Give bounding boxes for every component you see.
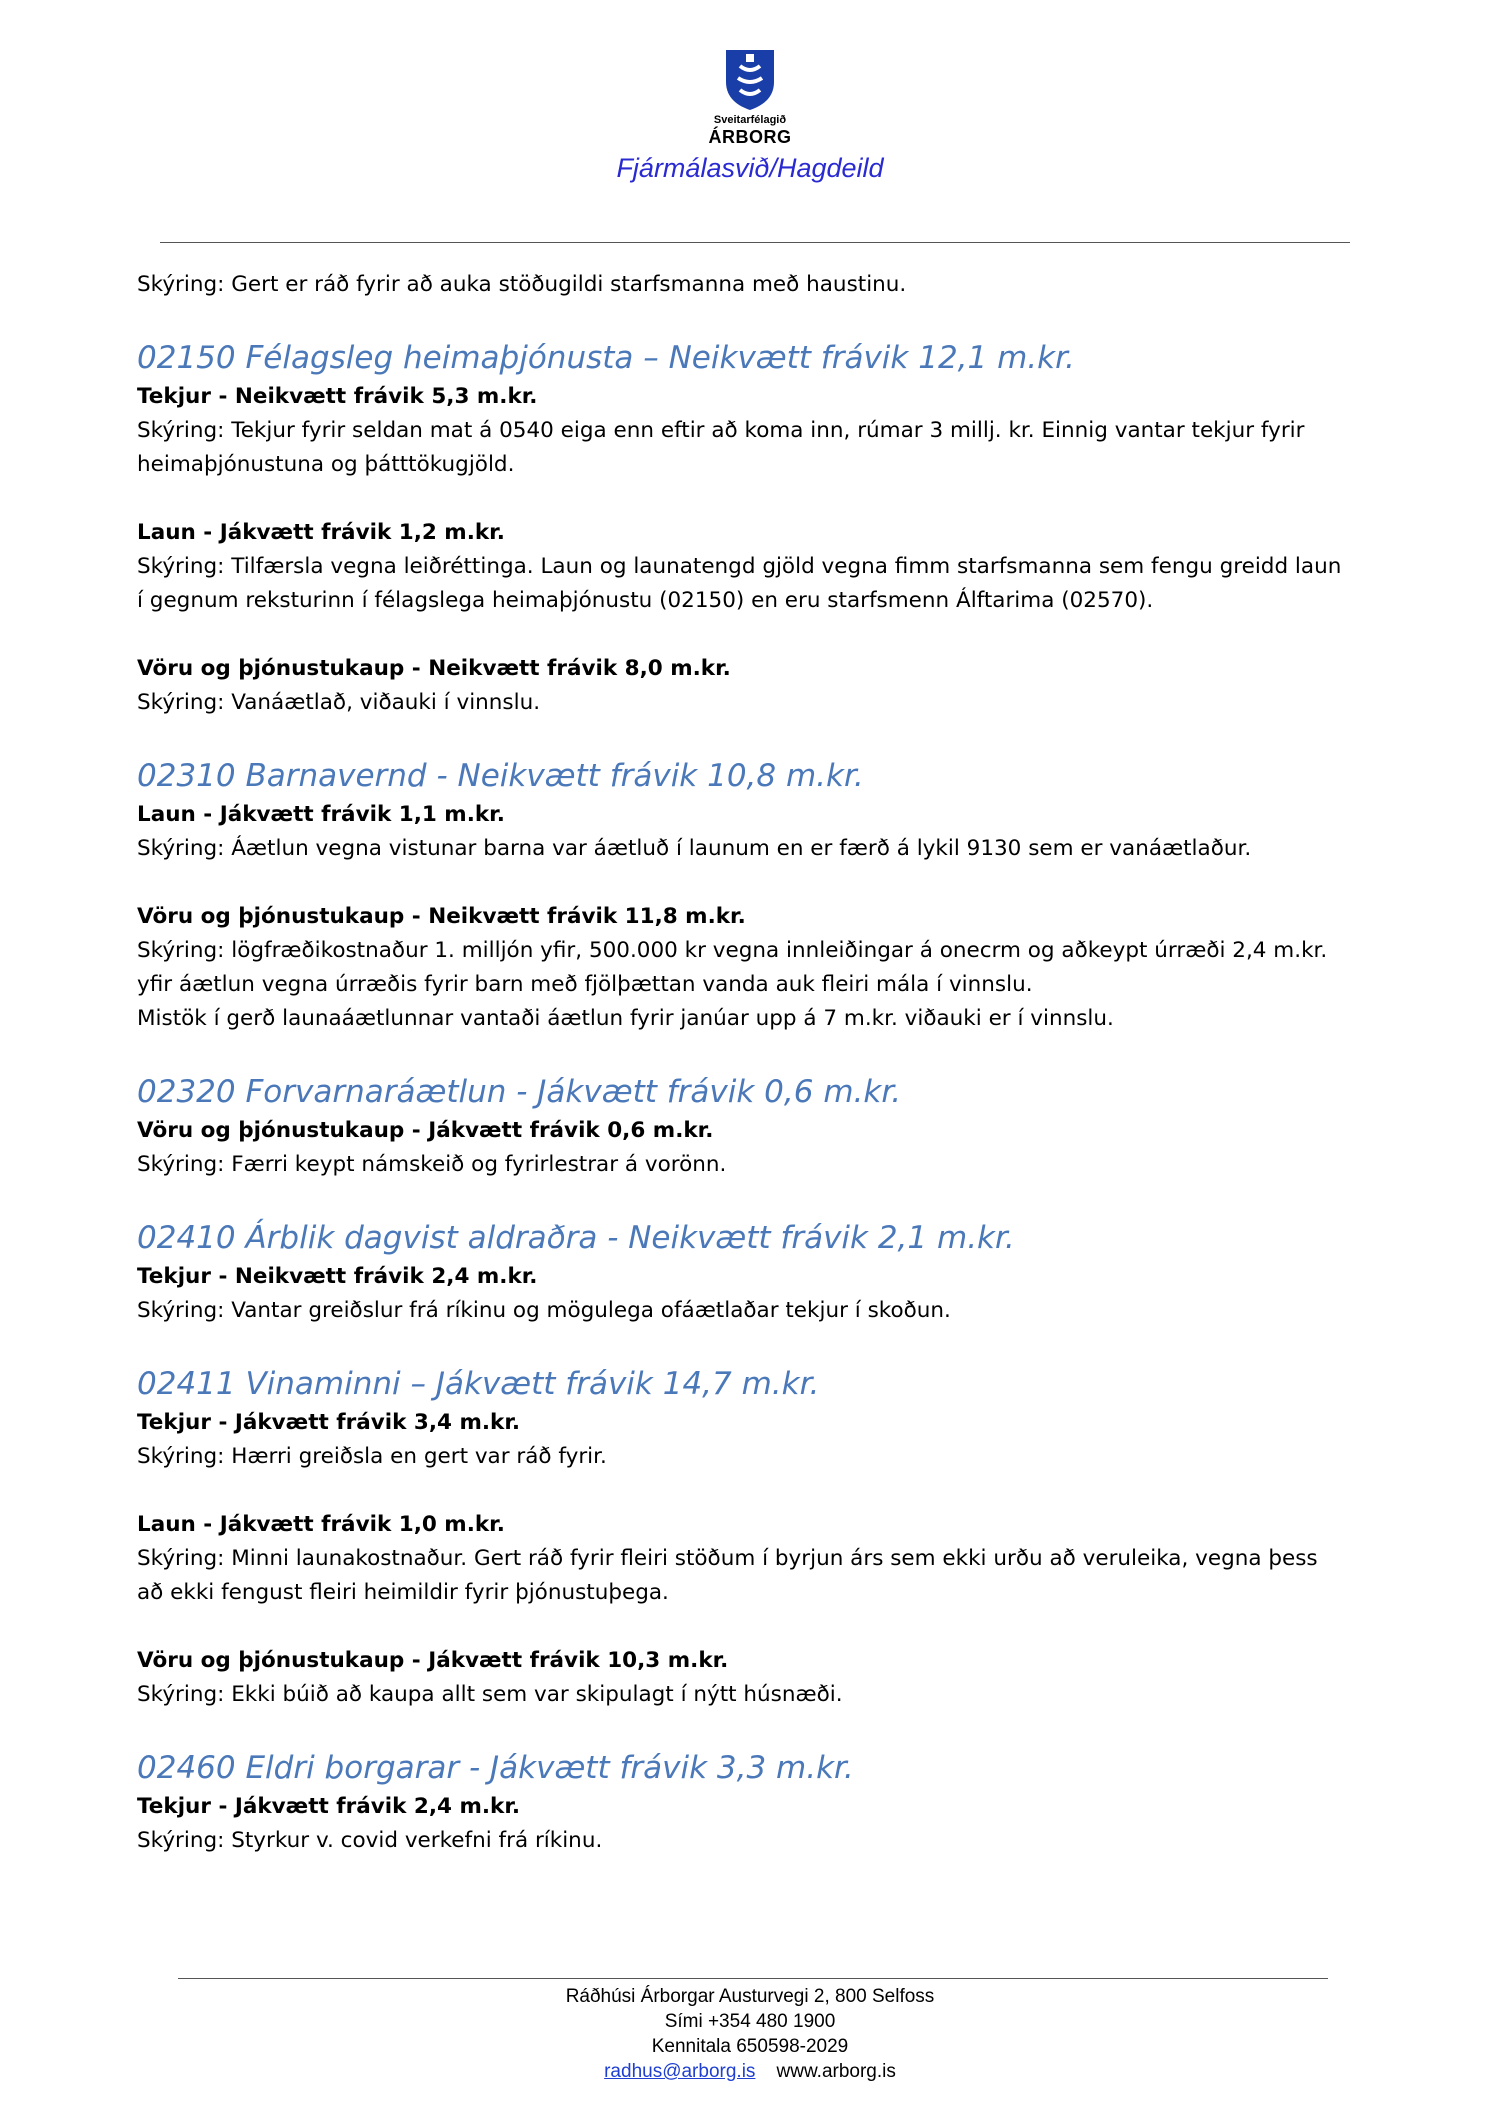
org-name-small: Sveitarfélagið <box>713 114 787 126</box>
item-text: Skýring: Áætlun vegna vistunar barna var áætluð í launum en er færð á lykil 9130 sem er vanáætlaður. <box>137 836 1252 861</box>
arborg-crest-logo <box>724 48 776 112</box>
item-title: Vöru og þjónustukaup - Jákvætt frávik 10,3 m.kr. <box>137 1648 729 1673</box>
footer-address: Ráðhúsi Árborgar Austurvegi 2, 800 Selfoss <box>565 1986 935 2007</box>
item-title: Laun - Jákvætt frávik 1,0 m.kr. <box>137 1512 505 1537</box>
item-title: Laun - Jákvætt frávik 1,2 m.kr. <box>137 520 505 545</box>
footer-phone: Sími +354 480 1900 <box>664 2011 836 2032</box>
item-text: að ekki fengust fleiri heimildir fyrir þjónustuþega. <box>137 1580 669 1605</box>
item-text: yfir áætlun vegna úrræðis fyrir barn með fjölþættan vanda auk fleiri mála í vinnslu. <box>137 972 1033 997</box>
item-text: Skýring: Hærri greiðsla en gert var ráð fyrir. <box>137 1444 607 1469</box>
item-title: Tekjur - Jákvætt frávik 2,4 m.kr. <box>137 1794 521 1819</box>
item-title: Laun - Jákvætt frávik 1,1 m.kr. <box>137 802 505 827</box>
item-text: Skýring: Vanáætlað, viðauki í vinnslu. <box>137 690 541 715</box>
item-text: Skýring: Vantar greiðslur frá ríkinu og mögulega ofáætlaðar tekjur í skoðun. <box>137 1298 951 1323</box>
item-title: Vöru og þjónustukaup - Neikvætt frávik 8,0 m.kr. <box>137 656 731 681</box>
intro-line: Skýring: Gert er ráð fyrir að auka stöðugildi starfsmanna með haustinu. <box>137 272 907 297</box>
item-text: Skýring: lögfræðikostnaður 1. milljón yfir, 500.000 kr vegna innleiðingar á onecrm og aðkeypt úrræði 2,4 m.kr. <box>137 938 1328 963</box>
section-heading-02320: 02320 Forvarnaráætlun - Jákvætt frávik 0,6 m.kr. <box>137 1074 902 1110</box>
item-text: Skýring: Minni launakostnaður. Gert ráð fyrir fleiri stöðum í byrjun árs sem ekki urðu að veruleika, vegna þess <box>137 1546 1318 1571</box>
item-title: Vöru og þjónustukaup - Jákvætt frávik 0,6 m.kr. <box>137 1118 714 1143</box>
section-heading-02310: 02310 Barnavernd - Neikvætt frávik 10,8 m.kr. <box>137 758 864 794</box>
item-title: Tekjur - Jákvætt frávik 3,4 m.kr. <box>137 1410 521 1435</box>
item-title: Tekjur - Neikvætt frávik 5,3 m.kr. <box>137 384 538 409</box>
department-title: Fjármálasvið/Hagdeild <box>616 153 884 183</box>
item-title: Vöru og þjónustukaup - Neikvætt frávik 11,8 m.kr. <box>137 904 746 929</box>
page-footer <box>0 1984 1500 2084</box>
email-link[interactable]: radhus@arborg.is <box>604 2061 756 2082</box>
item-text: Skýring: Tekjur fyrir seldan mat á 0540 eiga enn eftir að koma inn, rúmar 3 millj. kr. Einnig vantar tekjur fyrir <box>137 418 1305 443</box>
section-heading-02410: 02410 Árblik dagvist aldraðra - Neikvætt frávik 2,1 m.kr. <box>137 1220 1015 1256</box>
item-text: Skýring: Ekki búið að kaupa allt sem var skipulagt í nýtt húsnæði. <box>137 1682 843 1707</box>
item-text: Skýring: Færri keypt námskeið og fyrirlestrar á vorönn. <box>137 1152 727 1177</box>
item-title: Tekjur - Neikvætt frávik 2,4 m.kr. <box>137 1264 538 1289</box>
item-text: Mistök í gerð launaáætlunnar vantaði áætlun fyrir janúar upp á 7 m.kr. viðauki er í vinnslu. <box>137 1006 1114 1031</box>
item-text: Skýring: Tilfærsla vegna leiðréttinga. Laun og launatengd gjöld vegna fimm starfsmanna sem fengu greidd laun <box>137 554 1342 579</box>
footer-kennitala: Kennitala 650598-2029 <box>651 2036 849 2057</box>
page-header <box>0 48 1500 184</box>
item-text: heimaþjónustuna og þátttökugjöld. <box>137 452 515 477</box>
section-heading-02150: 02150 Félagsleg heimaþjónusta – Neikvætt frávik 12,1 m.kr. <box>137 340 1075 376</box>
footer-divider <box>178 1978 1328 1979</box>
item-text: í gegnum reksturinn í félagslega heimaþjónustu (02150) en eru starfsmenn Álftarima (02570). <box>137 588 1154 613</box>
item-text: Skýring: Styrkur v. covid verkefni frá ríkinu. <box>137 1828 603 1853</box>
section-heading-02460: 02460 Eldri borgarar - Jákvætt frávik 3,3 m.kr. <box>137 1750 854 1786</box>
header-divider <box>160 242 1350 243</box>
org-name-big: ÁRBORG <box>708 127 792 147</box>
document-body <box>137 268 1377 1858</box>
website-text: www.arborg.is <box>776 2061 896 2082</box>
section-heading-02411: 02411 Vinaminni – Jákvætt frávik 14,7 m.kr. <box>137 1366 820 1402</box>
footer-contact <box>0 2059 1500 2084</box>
